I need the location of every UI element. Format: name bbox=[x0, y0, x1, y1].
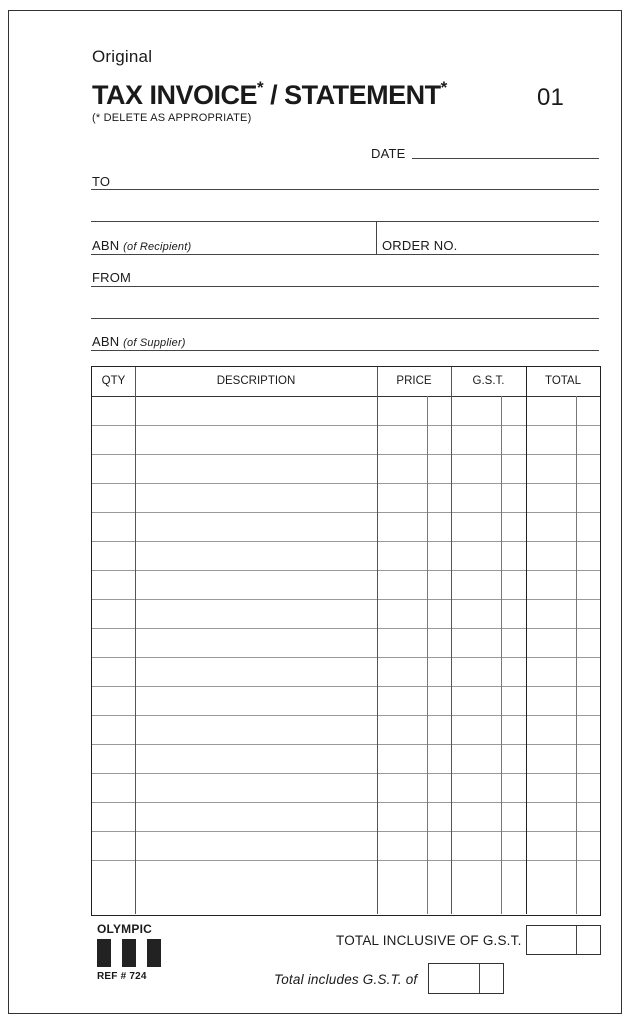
row-divider bbox=[92, 454, 600, 455]
total-inclusive-box[interactable] bbox=[526, 925, 601, 955]
gst-included-box[interactable] bbox=[428, 963, 504, 994]
date-label: DATE bbox=[371, 146, 406, 161]
abn-supplier-text: ABN bbox=[92, 334, 120, 349]
from-label: FROM bbox=[92, 270, 132, 285]
row-divider bbox=[92, 860, 600, 861]
row-divider bbox=[92, 802, 600, 803]
order-no-label: ORDER NO. bbox=[382, 238, 458, 253]
title-asterisk-1: * bbox=[257, 78, 264, 97]
row-divider bbox=[92, 773, 600, 774]
row-divider bbox=[92, 599, 600, 600]
abn-recipient-note: (of Recipient) bbox=[123, 241, 192, 253]
col-header-total: TOTAL bbox=[545, 375, 581, 387]
abn-supplier-field-line[interactable] bbox=[91, 350, 599, 351]
col-header-description: DESCRIPTION bbox=[216, 375, 296, 387]
abn-order-divider bbox=[376, 221, 377, 254]
logo-bar-1 bbox=[97, 939, 111, 967]
row-divider bbox=[92, 541, 600, 542]
copy-label: Original bbox=[92, 47, 153, 66]
title-separator: / bbox=[263, 80, 285, 110]
cents-divider bbox=[501, 396, 502, 914]
column-divider bbox=[135, 367, 136, 914]
logo-bar-3 bbox=[147, 939, 161, 967]
ref-number: REF # 724 bbox=[97, 971, 147, 982]
header-divider bbox=[92, 396, 600, 397]
col-header-gst: G.S.T. bbox=[472, 375, 505, 387]
cents-divider bbox=[427, 396, 428, 914]
to-field-line-2[interactable] bbox=[91, 221, 599, 222]
col-header-price: PRICE bbox=[396, 375, 432, 387]
row-divider bbox=[92, 657, 600, 658]
row-divider bbox=[92, 831, 600, 832]
order-no-field-line[interactable] bbox=[376, 254, 599, 255]
col-header-qty: QTY bbox=[101, 375, 126, 387]
column-divider bbox=[526, 367, 527, 914]
title-tax-invoice: TAX INVOICE bbox=[92, 80, 258, 110]
row-divider bbox=[92, 715, 600, 716]
abn-recipient-field-line[interactable] bbox=[91, 254, 376, 255]
invoice-title bbox=[92, 80, 447, 111]
column-divider bbox=[377, 367, 378, 914]
to-field-line[interactable] bbox=[91, 189, 599, 190]
row-divider bbox=[92, 483, 600, 484]
row-divider bbox=[92, 744, 600, 745]
cents-divider bbox=[576, 396, 577, 914]
line-items-table bbox=[91, 366, 601, 916]
title-asterisk-2: * bbox=[440, 78, 447, 97]
row-divider bbox=[92, 512, 600, 513]
title-statement: STATEMENT bbox=[284, 80, 441, 110]
row-divider bbox=[92, 425, 600, 426]
column-divider bbox=[451, 367, 452, 914]
row-divider bbox=[92, 686, 600, 687]
gst-included-cents-divider bbox=[479, 964, 480, 993]
from-field-line[interactable] bbox=[91, 286, 599, 287]
total-inclusive-cents-divider bbox=[576, 926, 577, 954]
abn-recipient-label bbox=[92, 238, 191, 253]
title-note: (* DELETE AS APPROPRIATE) bbox=[92, 112, 252, 124]
abn-supplier-label bbox=[92, 334, 186, 349]
total-inclusive-label: TOTAL INCLUSIVE OF G.S.T. bbox=[336, 933, 522, 948]
date-field-line[interactable] bbox=[412, 158, 599, 159]
abn-recipient-text: ABN bbox=[92, 238, 120, 253]
row-divider bbox=[92, 628, 600, 629]
from-field-line-2[interactable] bbox=[91, 318, 599, 319]
gst-included-label: Total includes G.S.T. of bbox=[274, 972, 418, 987]
row-divider bbox=[92, 570, 600, 571]
logo-bar-2 bbox=[122, 939, 136, 967]
abn-supplier-note: (of Supplier) bbox=[123, 337, 186, 349]
to-label: TO bbox=[92, 174, 111, 189]
brand-name: OLYMPIC bbox=[97, 922, 152, 936]
invoice-number: 01 bbox=[537, 84, 565, 111]
